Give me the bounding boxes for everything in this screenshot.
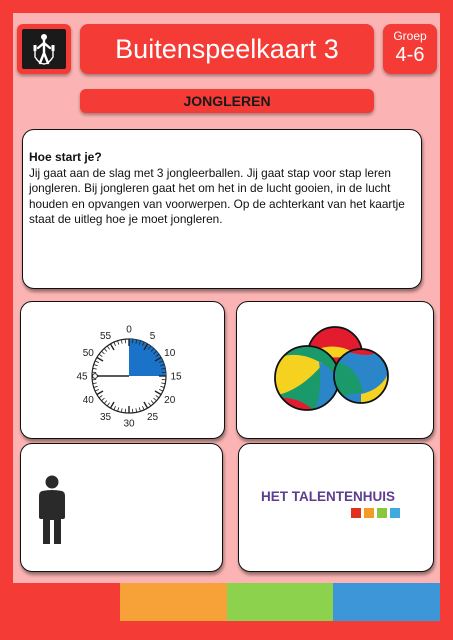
balls-panel [236,301,434,439]
timer-label: 25 [146,412,159,424]
timer-icon [21,302,224,438]
card-title: Buitenspeelkaart 3 [80,24,374,74]
timer-label: 5 [149,330,156,342]
intro-body: Jij gaat aan de slag met 3 jongleerballen. Jij gaat stap voor stap leren jongleren. Bij jongleren gaat het om het in de lucht gooien, in de lucht houden en opvangen van voorwerpen. Op de achterkant van het kaartje staat de uitleg hoe je moet jongleren. [29,165,405,226]
groep-badge [383,24,437,74]
brand-logo-text: HET TALENTENHUIS [261,489,395,504]
juggling-balls-icon [237,302,433,438]
timer-label: 45 [76,371,88,383]
color-bar-red [13,583,120,621]
header-icon-box [17,24,71,74]
players-panel [20,443,223,572]
color-bar-orange [120,583,227,621]
single-person-icon [21,444,81,571]
timer-label: 40 [82,395,94,406]
groep-label: Groep [393,29,427,43]
timer-label: 0 [126,324,132,336]
jump-rope-icon [22,29,66,69]
timer-label: 15 [170,371,182,383]
timer-label: 50 [82,348,94,359]
timer-label: 55 [99,330,112,342]
timer-panel [20,301,225,439]
logo-square-orange [364,508,374,518]
logo-panel [238,443,434,572]
color-bar-blue [333,583,440,621]
color-bar [13,583,440,621]
groep-value: 4-6 [395,44,425,66]
color-bar-green [227,583,334,621]
timer-label: 35 [99,412,112,424]
timer-hand-tip [93,374,98,379]
timer-label: 30 [123,418,135,430]
logo-square-blue [390,508,400,518]
timer-label: 20 [164,395,176,406]
brand-logo-squares [351,508,400,518]
logo-square-green [377,508,387,518]
intro-panel [22,129,422,289]
logo-square-red [351,508,361,518]
intro-heading: Hoe start je? [29,150,102,164]
timer-label: 10 [164,348,176,359]
activity-title: JONGLEREN [80,89,374,113]
